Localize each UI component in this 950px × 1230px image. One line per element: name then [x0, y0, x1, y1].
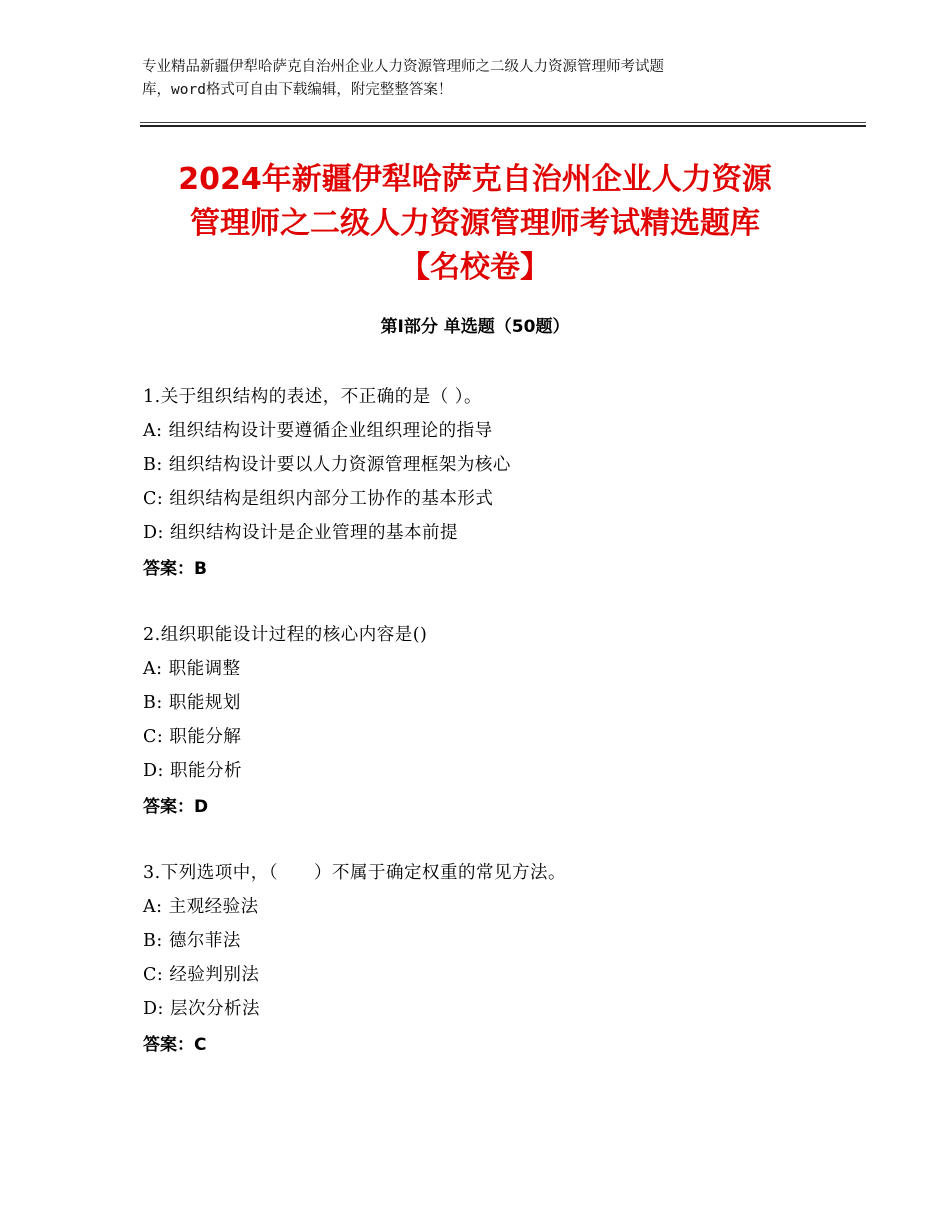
option-c: C: 职能分解 [143, 727, 242, 747]
question-list [143, 382, 863, 1096]
question-stem: 2.组织职能设计过程的核心内容是() [143, 625, 428, 645]
option-a: A: 主观经验法 [143, 897, 259, 917]
option-b: B: 职能规划 [143, 693, 241, 713]
answer-line: 答案：B [143, 559, 207, 579]
question-item [143, 382, 863, 586]
option-a: A: 职能调整 [143, 659, 241, 679]
option-c: C: 经验判别法 [143, 965, 260, 985]
header-note [142, 56, 822, 102]
answer-line: 答案：D [143, 797, 209, 817]
question-item [143, 858, 863, 1062]
title-line-2: 管理师之二级人力资源管理师考试精选题库 [190, 206, 760, 241]
header-divider-thin [140, 122, 866, 123]
question-item [143, 620, 863, 824]
option-c: C: 组织结构是组织内部分工协作的基本形式 [143, 489, 494, 509]
option-b: B: 德尔菲法 [143, 931, 241, 951]
header-divider-thick [140, 125, 866, 127]
document-title [100, 158, 850, 290]
option-b: B: 组织结构设计要以人力资源管理框架为核心 [143, 455, 511, 475]
header-note-line-2: 库，word格式可自由下载编辑，附完整整答案！ [142, 82, 453, 98]
answer-line: 答案：C [143, 1035, 207, 1055]
title-line-1: 2024年新疆伊犁哈萨克自治州企业人力资源 [178, 162, 772, 197]
header-note-line-1: 专业精品新疆伊犁哈萨克自治州企业人力资源管理师之二级人力资源管理师考试题 [142, 59, 664, 75]
question-stem: 1.关于组织结构的表述，不正确的是（ ）。 [143, 387, 483, 407]
option-d: D: 层次分析法 [143, 999, 260, 1019]
option-d: D: 组织结构设计是企业管理的基本前提 [143, 523, 458, 543]
option-d: D: 职能分析 [143, 761, 242, 781]
option-a: A: 组织结构设计要遵循企业组织理论的指导 [143, 421, 493, 441]
title-line-3: 【名校卷】 [400, 250, 550, 285]
question-stem: 3.下列选项中，（ ）不属于确定权重的常见方法。 [143, 863, 566, 883]
section-heading: 第Ⅰ部分 单选题（50题） [380, 317, 570, 337]
